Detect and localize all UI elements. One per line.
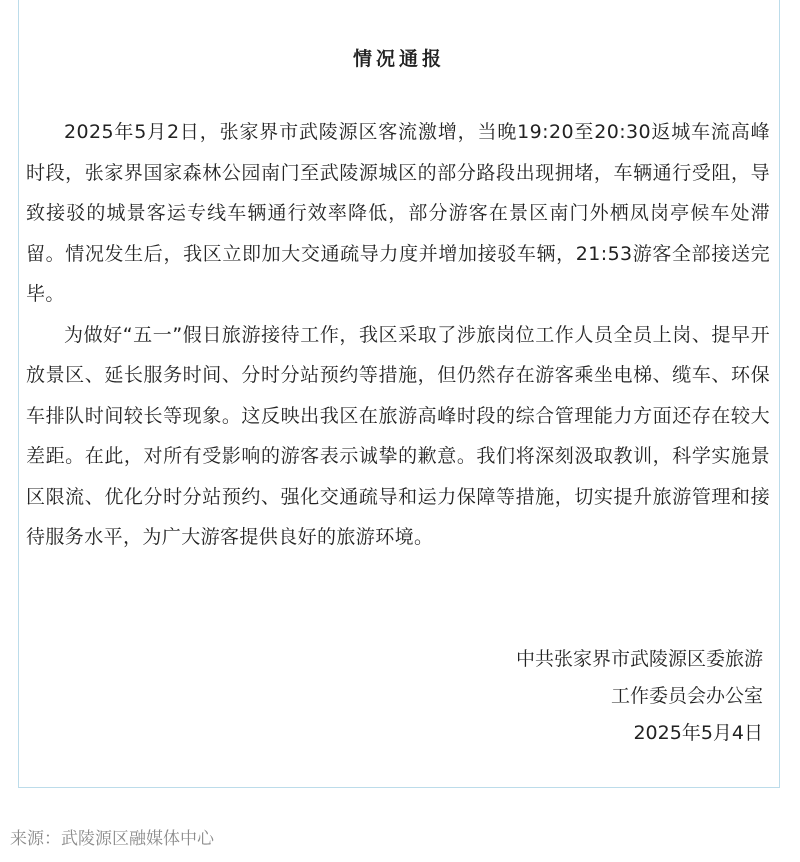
notice-body bbox=[26, 112, 770, 558]
source-credit: 来源：武陵源区融媒体中心 bbox=[10, 829, 214, 849]
signature-date: 2025年5月4日 bbox=[633, 722, 763, 744]
notice-paragraph-1: 2025年5月2日，张家界市武陵源区客流激增，当晚19:20至20:30返城车流高峰时段，张家界国家森林公园南门至武陵源城区的部分路段出现拥堵，车辆通行受阻，导致接驳的城景客运专线车辆通行效率降低，部分游客在景区南门外栖凤岗亭候车处滞留。情况发生后，我区立即加大交通疏导力度并增加接驳车辆，21:53游客全部接送完毕。 bbox=[26, 121, 770, 305]
notice-title: 情况通报 bbox=[352, 48, 445, 70]
notice-paragraph-2: 为做好“五一”假日旅游接待工作，我区采取了涉旅岗位工作人员全员上岗、提早开放景区、延长服务时间、分时分站预约等措施，但仍然存在游客乘坐电梯、缆车、环保车排队时间较长等现象。这反映出我区在旅游高峰时段的综合管理能力方面还存在较大差距。在此，对所有受影响的游客表示诚挚的歉意。我们将深刻汲取教训，科学实施景区限流、优化分时分站预约、强化交通疏导和运力保障等措施，切实提升旅游管理和接待服务水平，为广大游客提供良好的旅游环境。 bbox=[26, 323, 770, 548]
notice-card bbox=[18, 0, 780, 788]
signature-block bbox=[516, 641, 763, 752]
signature-org-line-1: 中共张家界市武陵源区委旅游 bbox=[515, 648, 763, 670]
signature-org-line-2: 工作委员会办公室 bbox=[610, 685, 763, 707]
